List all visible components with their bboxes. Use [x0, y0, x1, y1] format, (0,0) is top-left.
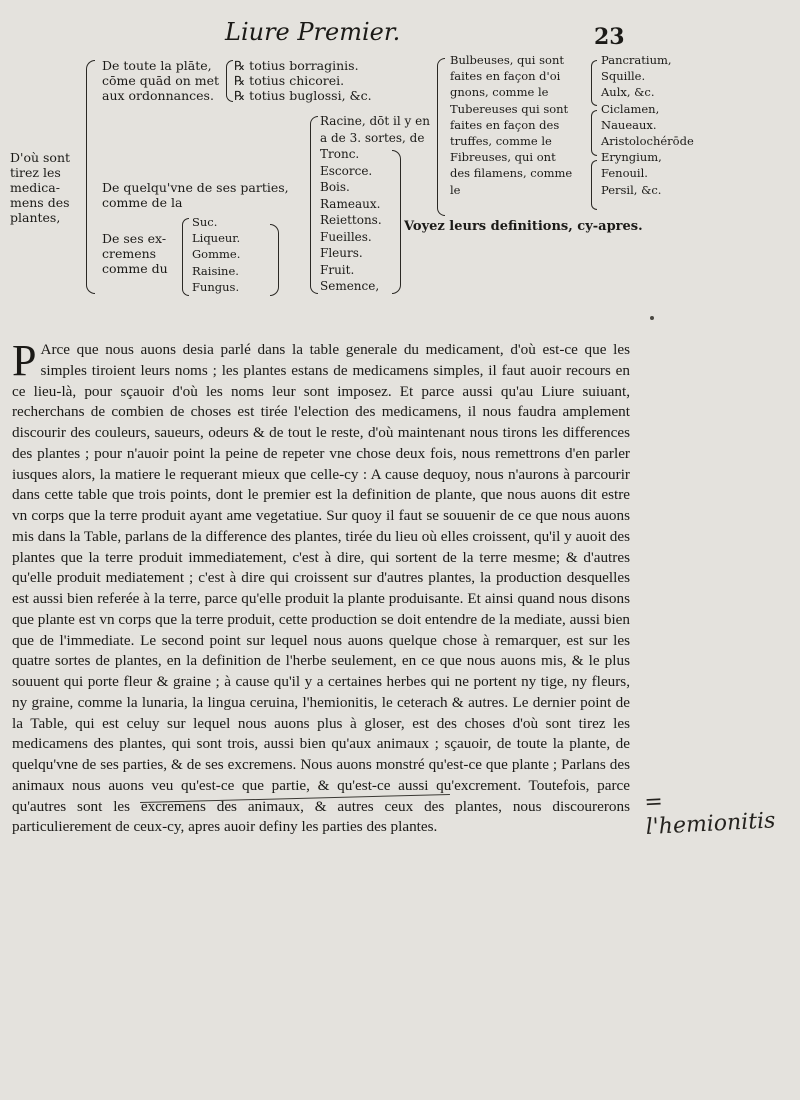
recipe-example: ℞ totius chicorei.	[234, 73, 345, 88]
root-examples-list	[601, 52, 694, 198]
bulbous-brace	[591, 60, 597, 106]
whole-plant-label	[102, 58, 219, 103]
excrements-list	[192, 214, 240, 295]
part-item: a de 3. sortes, de	[320, 130, 425, 145]
root-example: Squille.	[601, 69, 646, 84]
root-kind-line: gnons, comme le	[450, 85, 549, 100]
fibrous-brace	[591, 160, 597, 210]
whole-plant-line: aux ordonnances.	[102, 88, 214, 103]
whole-plant-line: De toute la plāte,	[102, 58, 212, 73]
root-brace	[86, 60, 95, 294]
root-example: Naueaux.	[601, 117, 657, 132]
tuberous-brace	[591, 110, 597, 156]
whole-plant-brace	[226, 60, 233, 102]
root-label-line: tirez les	[10, 165, 61, 180]
excrement-item: Liqueur.	[192, 231, 241, 246]
root-example: Persil, &c.	[601, 182, 662, 197]
part-item: Reiettons.	[320, 213, 382, 227]
excrements-label-line: comme du	[102, 261, 168, 276]
part-item: Rameaux.	[320, 196, 381, 211]
body-paragraph	[12, 336, 630, 838]
root-example: Aristolochérōde	[601, 134, 694, 149]
root-kind-line: truffes, comme le	[450, 134, 552, 149]
part-item: Escorce.	[320, 163, 373, 178]
root-label-line: mens des	[10, 195, 70, 210]
excrements-label	[102, 231, 168, 276]
root-example: Aulx, &c.	[601, 85, 655, 100]
root-kind-line: Tubereuses qui sont	[450, 101, 569, 116]
whole-plant-line: cōme quād on met	[102, 73, 220, 88]
root-label	[10, 150, 70, 225]
handwritten-marginal-note: = l'hemionitis	[643, 789, 777, 841]
part-item: Fueilles.	[320, 229, 372, 244]
part-item: Bois.	[320, 180, 350, 194]
excrements-label-line: cremens	[102, 246, 157, 261]
excrements-brace	[182, 218, 189, 296]
part-item: Racine, dōt il y en	[320, 114, 430, 128]
root-kind-line: faites en façon des	[450, 117, 560, 132]
excrements-closing-brace	[270, 224, 279, 296]
root-kinds-list	[450, 52, 572, 198]
root-kind-line: des filamens, comme	[450, 166, 573, 181]
excrement-item: Suc.	[192, 215, 218, 229]
recipe-example: ℞ totius buglossi, &c.	[234, 88, 372, 103]
excrement-item: Fungus.	[192, 279, 240, 294]
excrement-item: Gomme.	[192, 247, 241, 262]
root-kind-line: le	[450, 182, 461, 197]
root-kind-line: faites en façon d'oi	[450, 69, 561, 84]
root-example: Ciclamen,	[601, 101, 660, 116]
root-kind-line: Fibreuses, qui ont	[450, 150, 556, 165]
parts-closing-brace	[392, 150, 401, 294]
parts-list	[320, 113, 430, 295]
root-label-line: medica-	[10, 180, 60, 195]
root-label-line: plantes,	[10, 210, 61, 225]
part-item: Fleurs.	[320, 246, 363, 260]
parts-brace	[310, 116, 318, 294]
root-label-line: D'où sont	[10, 150, 71, 165]
running-title: Liure Premier.	[225, 18, 401, 46]
drop-cap: P	[12, 336, 37, 385]
parts-label-line: De quelqu'vne de ses parties,	[102, 180, 289, 195]
part-item: Tronc.	[320, 147, 360, 161]
root-kinds-brace	[437, 58, 445, 216]
part-item: Fruit.	[320, 262, 355, 277]
page-number: 23	[594, 24, 625, 50]
root-example: Pancratium,	[601, 53, 672, 67]
root-example: Eryngium,	[601, 150, 662, 165]
excrement-item: Raisine.	[192, 263, 239, 278]
recipe-example: ℞ totius borraginis.	[234, 58, 359, 73]
root-kind-line: Bulbeuses, qui sont	[450, 53, 564, 67]
paragraph-text: Arce que nous auons desia parlé dans la table generale du medicament, d'où est-ce que les simples tiroient leurs noms ; les plantes estans de medicamens simples, il faut auoir recours en ce lieu-là, pour sçauoir d'où les noms leur sont imposez. Et parce aussi qu'au Liure suiuant, recherchans de combien de choses est tirée l'election des medicamens, il nous faudra amplement discourir des couleurs, saueurs, odeurs & de tout le reste, d'où maintenant nous tirons les differences des plantes ; pour n'auoir point la peine de repeter vne chose deux fois, nous remettrons d'en parler iusques alors, la matiere le requerant mieux que celle-cy : A cause dequoy, nous n'aurons à parcourir dans cette table que trois points, dont le premier est la definition de plante, que nous auons dit estre vn corps que la terre produit ayant ame vegetatiue. Sur quoy il faut se souuenir de ce que nous auons mis dans la Table, parlans de la difference des plantes, tirée du lieu où elles croissent, qu'il y auoit des plantes que la terre produit immediatement, c'est à dire, qui sortent de la terre mesme; & d'autres qu'elle produit mediatement ; c'est à dire qui croissent sur d'autres plantes, la production desquelles est aussi bien referée à la terre, parce qu'elle produit la plante produisante. Et ainsi quand nous disons que plante est vn corps que la terre produit, cette production se doit entendre de la mediate, aussi bien que de l'immediate. Le second point sur lequel nous auons quelque chose à remarquer, est sur les quatre sortes de plantes, en la definition de l'herbe seulement, en ce que nous auons mis, & le plus souuent qui porte fleur & graine ; à cause qu'il y a certaines herbes qui ne portent ny tige, ny fleurs, ny graine, comme la lunaria, la lingua ceruina, l'hemionitis, le ceterach & autres. Le dernier point de la Table, qui est celuy sur lequel nous auons plus à gloser, est des choses d'où sont tirez les medicamens des plantes, qui sont trois, aussi bien qu'aux animaux ; sçauoir, de toute la plante, de quelqu'vne de ses parties, & de ses excremens. Nous auons monstré qu'est-ce que plante ; Parlans des animaux nous auons veu qu'est-ce que partie, & qu'est-ce aussi qu'excrement. Toutefois, parce qu'autres sont les excremens des animaux, & autres ceux des plantes, nous discourerons particulierement de ceux-cy, apres auoir definy les parties des plantes.	[12, 341, 630, 836]
ink-speck	[650, 316, 654, 320]
excrements-label-line: De ses ex-	[102, 231, 167, 246]
see-definitions-note: Voyez leurs definitions, cy-apres.	[404, 219, 643, 234]
parts-label-line: comme de la	[102, 195, 183, 210]
whole-plant-examples	[234, 58, 372, 103]
root-example: Fenouil.	[601, 166, 648, 181]
part-item: Semence,	[320, 279, 380, 293]
parts-label	[102, 180, 289, 210]
